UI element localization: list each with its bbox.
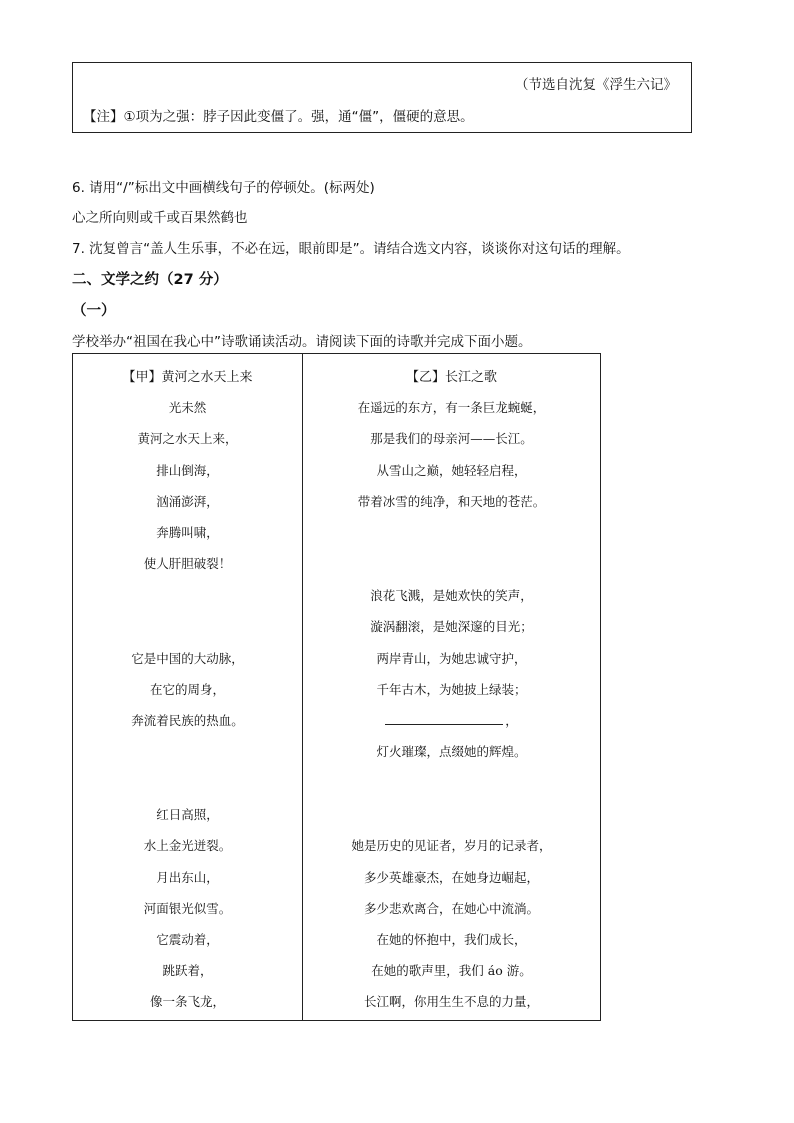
subsection-title: （一） <box>72 303 116 319</box>
blank-suffix: ， <box>505 713 518 728</box>
section-intro: 学校举办“祖国在我心中”诗歌诵读活动。请阅读下面的诗歌并完成下面小题。 <box>72 334 532 350</box>
annotation-box <box>72 62 692 133</box>
poem-line: 红日高照， <box>156 807 219 822</box>
poem-line: 奔腾叫啸， <box>156 525 219 540</box>
question-6-sentence: 心之所向则或千或百果然鹤也 <box>72 210 248 226</box>
section-title: 二、文学之约（27 分） <box>72 272 228 288</box>
source-citation: （节选自沈复《浮生六记》 <box>515 77 677 93</box>
poem-line: 水上金光迸裂。 <box>143 838 232 853</box>
poem-line: 那是我们的母亲河——长江。 <box>370 431 533 446</box>
question-7: 7. 沈复曾言“盖人生乐事，不必在远，眼前即是”。请结合选文内容，谈谈你对这句话的理解。 <box>72 241 630 257</box>
poem-table <box>72 353 601 1021</box>
poem-line: 她是历史的见证者，岁月的记录者， <box>351 838 552 853</box>
fill-in-blank-line <box>303 711 600 729</box>
poem-line: 月出东山， <box>156 870 219 885</box>
poem-line: 它震动着， <box>156 932 219 947</box>
poem-line: 奔流着民族的热血。 <box>131 713 244 728</box>
answer-blank[interactable] <box>385 714 503 725</box>
poem-line: 多少悲欢离合，在她心中流淌。 <box>363 901 539 916</box>
poem-line: 黄河之水天上来， <box>137 431 238 446</box>
poem-line: 灯火璀璨，点缀她的辉煌。 <box>376 744 527 759</box>
poem-line: 河面银光似雪。 <box>143 901 232 916</box>
poem-line: 像一条飞龙， <box>149 994 225 1009</box>
poem-line: 多少英雄豪杰，在她身边崛起， <box>363 870 539 885</box>
poem-line: 带着冰雪的纯净，和天地的苍茫。 <box>357 494 546 509</box>
poem-line: 排山倒海， <box>156 463 219 478</box>
poem-jia-title: 【甲】黄河之水天上来 <box>122 370 253 385</box>
poem-line: 浪花飞溅，是她欢快的笑声， <box>370 588 533 603</box>
poem-line: 在她的歌声里，我们 áo 游。 <box>371 963 532 978</box>
poem-line: 两岸青山，为她忠诚守护， <box>376 651 527 666</box>
poem-line: 跳跃着， <box>162 963 213 978</box>
poem-yi-title: 【乙】长江之歌 <box>405 370 497 385</box>
poem-line: 千年古木，为她披上绿装； <box>376 682 527 697</box>
poem-line: 在她的怀抱中，我们成长， <box>376 932 527 947</box>
poem-jia-author: 光未然 <box>168 400 207 415</box>
poem-line: 使人肝胆破裂！ <box>143 556 232 571</box>
footnote-text: 【注】①项为之强：脖子因此变僵了。强，通“僵”，僵硬的意思。 <box>83 109 474 125</box>
poem-line: 在它的周身， <box>149 682 225 697</box>
poem-line: 汹涌澎湃， <box>156 494 219 509</box>
question-6: 6. 请用“/”标出文中画横线句子的停顿处。(标两处) <box>72 180 375 196</box>
poem-line: 在遥远的东方，有一条巨龙蜿蜒， <box>357 400 546 415</box>
poem-line: 长江啊，你用生生不息的力量， <box>363 994 539 1009</box>
poem-line: 漩涡翻滚，是她深邃的目光； <box>370 619 533 634</box>
poem-line: 它是中国的大动脉， <box>131 651 244 666</box>
poem-line: 从雪山之巅，她轻轻启程， <box>376 463 527 478</box>
